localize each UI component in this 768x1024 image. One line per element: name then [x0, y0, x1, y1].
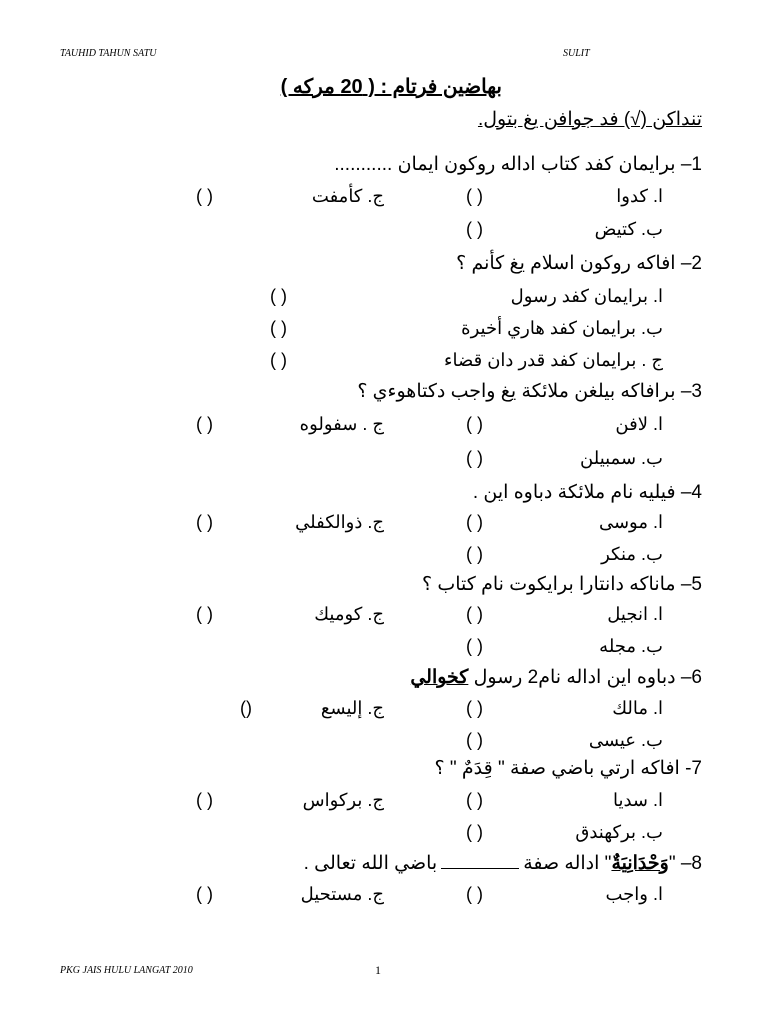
q1-option-c: ج. كأمفت — [311, 186, 384, 206]
q6-answer-box-b[interactable]: ( ) — [466, 730, 483, 750]
q6-option-a: ا. مالك — [612, 698, 663, 718]
q4-answer-box-a[interactable]: ( ) — [466, 512, 483, 532]
q3-option-c: ج . سفولوه — [299, 414, 384, 434]
q1-answer-box-a[interactable]: ( ) — [466, 186, 483, 206]
question-6 — [410, 666, 702, 689]
q1-option-b: ب. كتيض — [594, 219, 663, 239]
q3-option-b: ب. سمبيلن — [580, 448, 663, 468]
question-8-mid: " اداله صفة — [523, 853, 612, 874]
question-6-text: 6– دباوه اين اداله نام2 رسول — [468, 667, 702, 688]
q1-option-a: ا. كدوا — [616, 186, 663, 206]
q5-answer-box-c[interactable]: ( ) — [196, 604, 213, 624]
footer-left: PKG JAIS HULU LANGAT 2010 — [60, 965, 193, 976]
q4-answer-box-c[interactable]: ( ) — [196, 512, 213, 532]
question-7: 7- افاكه ارتي باضي صفة " قِدَمٌ " ؟ — [434, 758, 702, 779]
q8-answer-box-c[interactable]: ( ) — [196, 884, 213, 904]
instruction: تنداكن (√) فد جوافن يغ بتول. — [477, 109, 702, 130]
q2-option-a: ا. برايمان كفد رسول — [510, 286, 663, 306]
question-8-underlined-word: وَحْدَانِيَةٌ — [611, 853, 669, 874]
question-4: 4– فيليه نام ملائكة دباوه اين . — [472, 482, 702, 503]
q1-answer-box-b[interactable]: ( ) — [466, 219, 483, 239]
q8-option-a: ا. واجب — [605, 884, 663, 904]
question-8-blank[interactable] — [441, 868, 519, 869]
section-title: بهاضين فرتام : ( 20 مركه ) — [280, 76, 502, 98]
question-8-prefix: 8– " — [668, 853, 702, 874]
q6-option-b: ب. عيسى — [588, 730, 663, 750]
q4-option-b: ب. منكر — [601, 544, 663, 564]
q7-answer-box-b[interactable]: ( ) — [466, 822, 483, 842]
question-8-end: باضي الله تعالى . — [303, 853, 438, 874]
q3-answer-box-b[interactable]: ( ) — [466, 448, 483, 468]
q6-answer-box-a[interactable]: ( ) — [466, 698, 483, 718]
question-5: 5– ماناكه دانتارا برايكوت نام كتاب ؟ — [421, 574, 702, 595]
q6-option-c: ج. إليسع — [320, 698, 384, 718]
q3-option-a: ا. لافن — [615, 414, 663, 434]
q6-answer-box-c[interactable]: () — [240, 698, 252, 718]
q7-option-a: ا. سديا — [612, 790, 663, 810]
q5-option-c: ج. كوميك — [314, 604, 384, 624]
q7-answer-box-a[interactable]: ( ) — [466, 790, 483, 810]
q5-answer-box-a[interactable]: ( ) — [466, 604, 483, 624]
question-2: 2– افاكه روكون اسلام يغ كأنم ؟ — [456, 253, 702, 274]
q3-answer-box-c[interactable]: ( ) — [196, 414, 213, 434]
q5-option-b: ب. مجله — [599, 636, 663, 656]
q2-option-b: ب. برايمان كفد هاري أخيرة — [461, 318, 663, 338]
q4-option-a: ا. موسى — [598, 512, 663, 532]
question-6-underlined-word: كخوالي — [410, 667, 469, 688]
q2-answer-box-b[interactable]: ( ) — [270, 318, 287, 338]
q7-option-c: ج. بركواس — [302, 790, 384, 810]
q5-option-a: ا. انجيل — [607, 604, 663, 624]
q7-answer-box-c[interactable]: ( ) — [196, 790, 213, 810]
q1-answer-box-c[interactable]: ( ) — [196, 186, 213, 206]
q8-option-c: ج. مستحيل — [300, 884, 384, 904]
header-left: TAUHID TAHUN SATU — [60, 48, 157, 59]
q4-option-c: ج. ذوالكفلي — [295, 512, 384, 532]
question-3: 3– برافاكه بيلغن ملائكة يغ واجب دكتاهوءي ؟ — [357, 381, 702, 402]
question-8 — [304, 852, 702, 875]
q8-answer-box-a[interactable]: ( ) — [466, 884, 483, 904]
header-right: SULIT — [563, 48, 590, 59]
question-1: 1– برايمان كفد كتاب اداله روكون ايمان ........... — [334, 154, 702, 175]
q2-answer-box-c[interactable]: ( ) — [270, 350, 287, 370]
q5-answer-box-b[interactable]: ( ) — [466, 636, 483, 656]
page-number: 1 — [375, 963, 381, 977]
q2-answer-box-a[interactable]: ( ) — [270, 286, 287, 306]
q3-answer-box-a[interactable]: ( ) — [466, 414, 483, 434]
q2-option-c: ج . برايمان كفد قدر دان قضاء — [444, 350, 663, 370]
q4-answer-box-b[interactable]: ( ) — [466, 544, 483, 564]
q7-option-b: ب. بركهندق — [575, 822, 663, 842]
